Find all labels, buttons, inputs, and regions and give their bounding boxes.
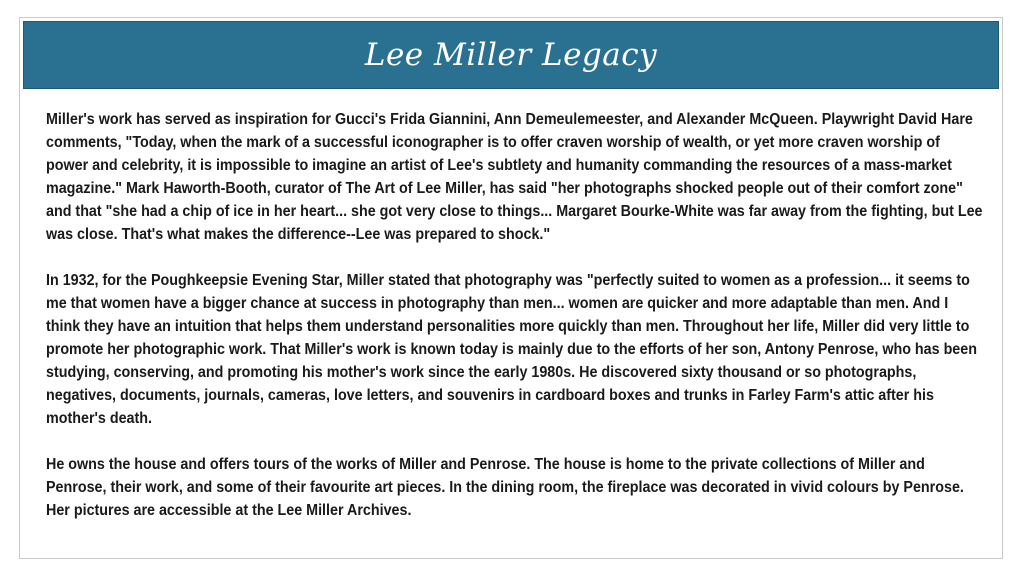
slide (19, 17, 1003, 559)
paragraph-1: Miller's work has served as inspiration for Gucci's Frida Giannini, Ann Demeulemeester, and Alexander McQueen. Playwright David Hare comments, "Today, when the mark of a successful iconographer is to offer craven worship of wealth, or yet more craven worship of power and celebrity, it is impossible to imagine an artist of Lee's subtlety and humanity commanding the resources of a mass-market magazine." Mark Haworth-Booth, curator of The Art of Lee Miller, has said "her photographs shocked people out of their comfort zone" and that "she had a chip of ice in her heart... she got very close to things... Margaret Bourke-White was far away from the fighting, but Lee was close. That's what makes the difference--Lee was prepared to shock." (46, 111, 983, 243)
paragraph-3: He owns the house and offers tours of the works of Miller and Penrose. The house is home to the private collections of Miller and Penrose, their work, and some of their favourite art pieces. In the dining room, the fireplace was decorated in vivid colours by Penrose. Her pictures are accessible at the Lee Miller Archives. (46, 456, 964, 519)
slide-title: Lee Miller Legacy (364, 37, 658, 73)
slide-body (46, 108, 985, 545)
paragraph-2: In 1932, for the Poughkeepsie Evening Star, Miller stated that photography was "perfectly suited to women as a profession... it seems to me that women have a bigger chance at success in photography than men... women are quicker and more adaptable than men. And I think they have an intuition that helps them understand personalities more quickly than men. Throughout her life, Miller did very little to promote her photographic work. That Miller's work is known today is mainly due to the efforts of her son, Antony Penrose, who has been studying, conserving, and promoting his mother's work since the early 1980s. He discovered sixty thousand or so photographs, negatives, documents, journals, cameras, love letters, and souvenirs in cardboard boxes and trunks in Farley Farm's attic after his mother's death. (46, 272, 977, 427)
title-bar (23, 21, 999, 89)
